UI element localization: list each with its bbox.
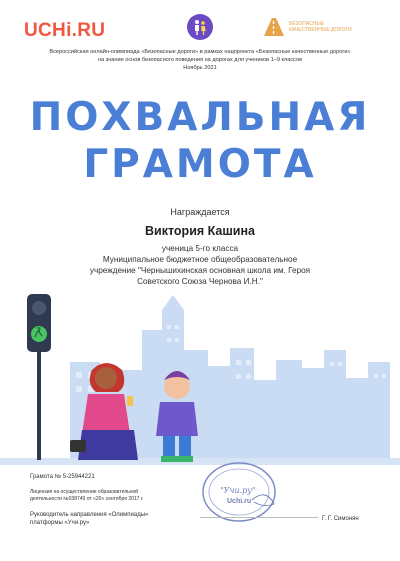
signature-scribble (252, 495, 274, 506)
certificate-number: Грамота № 5-25944221 (30, 474, 95, 480)
license-line-1: Лицензия на осуществление образовательной (30, 489, 139, 495)
city-illustration (0, 290, 400, 465)
license-info (30, 489, 190, 502)
stamp-text-1: "Учи.ру" (220, 486, 256, 495)
olympiad-logo (187, 14, 213, 40)
safe-roads-logo (262, 16, 353, 38)
school-line-2: учреждение "Чернышихинская основная школа им. Героя (89, 266, 311, 275)
safe-roads-logo-text: БЕЗОПАСНЫЕ КАЧЕСТВЕННЫЕ ДОРОГИ (289, 21, 352, 33)
title-line-1: ПОХВАЛЬНАЯ (29, 95, 371, 140)
description-line-2: на знание основ безопасного поведения на дорогах для учеников 1–9 классов (97, 57, 303, 63)
description-date: Ноябрь 2021 (183, 65, 217, 71)
road-icon (262, 16, 286, 38)
recipient-details (80, 243, 320, 287)
recipient-name: Виктория Кашина (145, 224, 255, 238)
olympiad-description (18, 48, 382, 72)
recipient-grade: ученица 5-го класса (161, 244, 239, 253)
signatory-name: Г. Г. Симонян (322, 516, 359, 522)
signatory-title-line-2: платформы «Учи.ру» (30, 520, 90, 526)
children-icon (191, 18, 209, 36)
school-line-3: Советского Союза Чернова И.Н." (137, 277, 263, 286)
school-line-1: Муниципальное бюджетное общеобразовательное (102, 255, 298, 264)
license-line-2: деятельности №038749 от «20» сентября 2017 г. (30, 495, 144, 502)
awarded-label: Награждается (170, 207, 230, 217)
signature-line (200, 517, 318, 518)
signatory-title-line-1: Руководитель направления «Олимпиады» (30, 512, 149, 518)
stamp-text-2: Uchi.ru (227, 498, 252, 505)
title-line-2: ГРАМОТА (83, 142, 317, 187)
signatory-title (30, 511, 180, 527)
traffic-light (27, 294, 51, 460)
description-line-1: Всероссийская онлайн-олимпиада «Безопасные дороги» в рамках нацпроекта «Безопасные качественные дороги» (49, 49, 351, 55)
uchi-logo: UCHi.RU (24, 20, 106, 41)
